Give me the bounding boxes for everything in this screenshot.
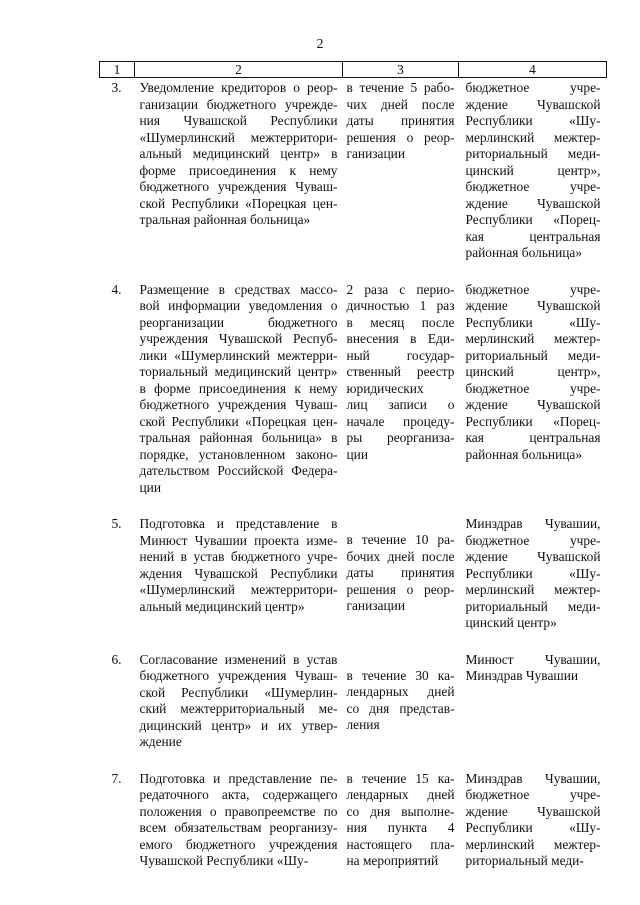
responsible-text-line: бюджетное учре- <box>465 179 601 194</box>
action-text-line: ториальный медицинский центр» <box>139 364 338 379</box>
deadline-text-line: в течение 15 ка- <box>346 770 455 786</box>
action-text-line: емого бюджетного учреждения <box>139 836 338 852</box>
action-text-line: редаточного акта, содержащего <box>139 787 338 802</box>
deadline-text <box>343 652 459 771</box>
responsible-text-line: ждение Чувашской <box>465 803 601 819</box>
responsible-text-line: бюджетное учре- <box>465 380 601 396</box>
responsible-text <box>459 78 607 282</box>
action-text-line: бюджетного учреждения Чуваш- <box>139 397 338 412</box>
deadline-text-line: начале процеду- <box>346 413 455 429</box>
responsible-text-line: кая центральная <box>465 228 601 244</box>
action-text-line: ский межтерриториальный ме- <box>139 701 338 716</box>
responsible-text-line: бюджетное учре- <box>465 80 601 95</box>
responsible-text-line: Минюст Чувашии, <box>465 651 601 667</box>
responsible-text-line: Республики «Порец- <box>465 212 601 227</box>
action-text-line: тральная районная больница» <box>139 212 311 227</box>
table-header-row <box>100 62 607 78</box>
action-text-line: форме присоединения к нему <box>139 162 338 178</box>
deadline-text-line: лиц записи о <box>346 397 455 412</box>
deadline-text-line: бочих дней после <box>346 548 455 564</box>
table-row <box>100 652 607 771</box>
responsible-text-line: мерлинский межтер- <box>465 331 601 346</box>
action-text-line: в форме присоединения к нему <box>139 380 338 396</box>
deadline-text-line: ния пункта 4 <box>346 820 455 835</box>
action-plan-table <box>99 61 607 890</box>
table-row <box>100 771 607 890</box>
action-text-line: ской Республики «Порецкая цен- <box>139 413 338 429</box>
action-text-line: Размещение в средствах массо- <box>139 281 338 297</box>
deadline-text <box>343 516 459 652</box>
action-text-line: альный медицинский центр» в <box>139 146 338 161</box>
deadline-text-line: в течение 5 рабо- <box>346 80 455 95</box>
column-number-1: 1 <box>100 62 135 78</box>
deadline-text-line: даты принятия <box>346 113 455 128</box>
table-row <box>100 516 607 652</box>
responsible-text <box>459 771 607 890</box>
deadline-text-line: 2 раза с перио- <box>346 281 455 297</box>
action-text-line: альный медицинский центр» <box>139 598 305 614</box>
deadline-text-line: на мероприятий <box>346 853 439 868</box>
deadline-text-line: внесения в Еди- <box>346 331 455 346</box>
action-text-line: дательством Российской Федера- <box>139 463 338 478</box>
deadline-text-line: ганизации <box>346 598 405 613</box>
action-text-line: всем обязательствам реорганизу- <box>139 820 338 835</box>
deadline-text-line: дичностью 1 раз <box>346 298 455 313</box>
responsible-text-line: Республики «Шу- <box>465 113 601 128</box>
table-row <box>100 78 607 282</box>
action-text-line: «Шумерлинский межтерритори- <box>139 129 338 145</box>
action-text-line: бюджетного учреждения Чуваш- <box>139 668 338 683</box>
deadline-text-line: лендарных дней <box>346 787 455 802</box>
responsible-text-line: Минздрав Чувашии, <box>465 770 601 786</box>
responsible-text-line: ждение Чувашской <box>465 549 601 564</box>
action-text-line: вой информации уведомления о <box>139 298 338 313</box>
deadline-text-line: ции <box>346 446 368 462</box>
responsible-text-line: риториальный меди- <box>465 853 584 868</box>
row-number: 7. <box>111 770 122 786</box>
responsible-text-line: бюджетное учре- <box>465 787 601 802</box>
deadline-text-line: юридических <box>346 380 424 396</box>
deadline-text-line: в течение 30 ка- <box>346 667 455 683</box>
deadline-text-line: со дня представ- <box>346 700 455 716</box>
deadline-text-line: лендарных дней <box>346 684 455 699</box>
deadline-text-line: решения о реор- <box>346 581 455 597</box>
responsible-text-line: цинский центр», <box>465 364 601 379</box>
deadline-text-line: в месяц после <box>346 314 455 330</box>
responsible-text-line: Республики «Шу- <box>465 314 601 330</box>
responsible-text-line: Минздрав Чувашии, <box>465 516 601 531</box>
responsible-text-line: районная больница» <box>465 446 583 462</box>
action-text <box>135 282 343 517</box>
responsible-text-line: бюджетное учре- <box>465 281 601 297</box>
row-number: 3. <box>111 80 122 95</box>
row-number: 4. <box>111 281 122 297</box>
responsible-text-line: мерлинский межтер- <box>465 836 601 852</box>
deadline-text-line: даты принятия <box>346 565 455 580</box>
action-text-line: Подготовка и представление в <box>139 516 338 531</box>
responsible-text-line: риториальный меди- <box>465 347 601 363</box>
responsible-text <box>459 652 607 771</box>
action-text-line: лики «Шумерлинский межтерри- <box>139 347 338 363</box>
column-number-4: 4 <box>459 62 607 78</box>
responsible-text-line: ждение Чувашской <box>465 298 601 313</box>
action-text-line: ской Республики «Шумерлин- <box>139 684 338 700</box>
deadline-text <box>343 771 459 890</box>
responsible-text-line: риториальный меди- <box>465 598 601 614</box>
responsible-text <box>459 516 607 652</box>
action-text-line: ждение <box>139 734 182 749</box>
deadline-text-line: ления <box>346 717 380 732</box>
column-number-2: 2 <box>135 62 343 78</box>
action-text-line: Чувашской Республики «Шу- <box>139 853 309 868</box>
action-text-line: Подготовка и представление пе- <box>139 770 338 786</box>
action-text <box>135 516 343 652</box>
action-text-line: порядке, установленном законо- <box>139 446 338 462</box>
responsible-text-line: Республики «Шу- <box>465 820 601 835</box>
action-text-line: ждения Чувашской Республики <box>139 565 338 581</box>
table-row <box>100 282 607 517</box>
responsible-text-line: ждение Чувашской <box>465 397 601 412</box>
deadline-text-line: чих дней после <box>346 96 455 112</box>
responsible-text-line: Республики «Шу- <box>465 565 601 581</box>
deadline-text-line: со дня выполне- <box>346 803 455 819</box>
responsible-text-line: цинский центр» <box>465 615 557 630</box>
responsible-text-line: кая центральная <box>465 430 601 445</box>
row-number: 6. <box>111 651 122 667</box>
action-text-line: ния Чувашской Республики <box>139 113 338 128</box>
responsible-text-line: ждение Чувашской <box>465 195 601 211</box>
action-text <box>135 771 343 890</box>
responsible-text-line: Минздрав Чувашии <box>465 668 579 683</box>
responsible-text-line: Республики «Порец- <box>465 413 601 429</box>
responsible-text-line: бюджетное учре- <box>465 532 601 548</box>
table-body <box>100 78 607 890</box>
deadline-text-line: настоящего пла- <box>346 836 455 852</box>
action-text-line: нений в устав бюджетного учре- <box>139 549 338 564</box>
responsible-text-line: районная больница» <box>465 245 583 260</box>
responsible-text-line: ждение Чувашской <box>465 96 601 112</box>
action-text-line: учреждения Чувашской Респуб- <box>139 331 338 346</box>
action-text-line: реорганизации бюджетного <box>139 314 338 330</box>
action-text-line: ганизации бюджетного учрежде- <box>139 96 338 112</box>
action-text-line: ции <box>139 479 161 495</box>
responsible-text-line: цинский центр», <box>465 162 601 178</box>
deadline-text <box>343 78 459 282</box>
row-number: 5. <box>111 516 122 531</box>
column-number-3: 3 <box>343 62 459 78</box>
deadline-text-line: ры реорганиза- <box>346 430 455 445</box>
action-text-line: «Шумерлинский межтерритори- <box>139 582 338 597</box>
action-text-line: Уведомление кредиторов о реор- <box>139 80 338 95</box>
responsible-text-line: мерлинский межтер- <box>465 129 601 145</box>
action-text-line: Согласование изменений в устав <box>139 651 338 667</box>
deadline-text-line: ственный реестр <box>346 364 455 379</box>
action-text-line: бюджетного учреждения Чуваш- <box>139 179 338 194</box>
responsible-text <box>459 282 607 517</box>
deadline-text-line: ганизации <box>346 146 405 161</box>
action-text-line: положения о правопреемстве по <box>139 803 338 819</box>
action-text <box>135 78 343 282</box>
deadline-text-line: в течение 10 ра- <box>346 532 455 547</box>
action-text <box>135 652 343 771</box>
deadline-text-line: ный государ- <box>346 347 455 363</box>
action-text-line: тральная районная больница» в <box>139 430 338 445</box>
page-number: 2 <box>316 37 324 52</box>
responsible-text-line: риториальный меди- <box>465 146 601 161</box>
deadline-text-line: решения о реор- <box>346 129 455 145</box>
action-text-line: ской Республики «Порецкая цен- <box>139 195 338 211</box>
action-text-line: дицинский центр» и их утвер- <box>139 717 338 733</box>
action-text-line: Минюст Чувашии проекта изме- <box>139 532 338 548</box>
deadline-text <box>343 282 459 517</box>
responsible-text-line: мерлинский межтер- <box>465 582 601 597</box>
